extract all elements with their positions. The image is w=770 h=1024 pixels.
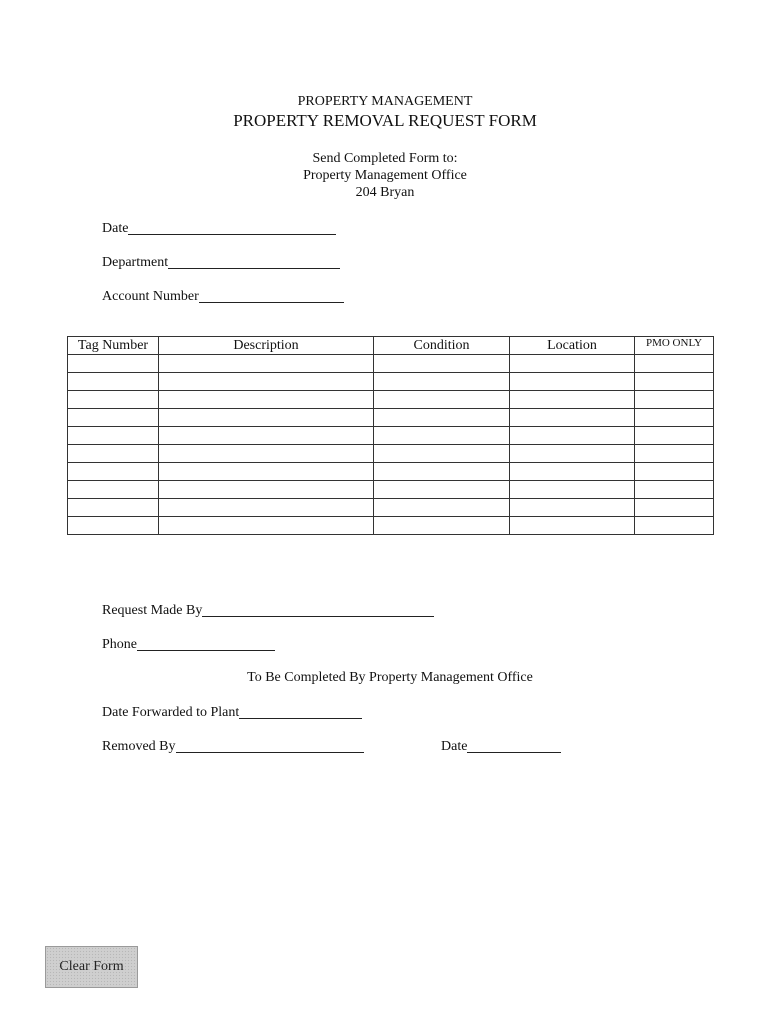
request-made-by-label: Request Made By <box>102 603 203 618</box>
pmo-only-header: PMO ONLY <box>635 337 714 355</box>
date-forwarded-input[interactable] <box>239 704 362 719</box>
table-cell[interactable] <box>159 373 374 391</box>
date-label: Date <box>102 221 129 236</box>
send-to-office: Property Management Office <box>303 168 467 183</box>
table-cell[interactable] <box>374 373 510 391</box>
removal-date-row <box>441 738 561 755</box>
date-input[interactable] <box>128 220 336 235</box>
table-cell[interactable] <box>635 517 714 535</box>
table-cell[interactable] <box>68 409 159 427</box>
office-section-title: To Be Completed By Property Management Office <box>247 670 533 685</box>
department-field-row <box>102 254 340 271</box>
table-cell[interactable] <box>159 409 374 427</box>
table-body <box>68 355 714 535</box>
condition-header: Condition <box>374 337 510 355</box>
table-cell[interactable] <box>510 499 635 517</box>
table-cell[interactable] <box>68 481 159 499</box>
table-cell[interactable] <box>159 481 374 499</box>
table-cell[interactable] <box>374 391 510 409</box>
table-cell[interactable] <box>510 517 635 535</box>
table-cell[interactable] <box>510 409 635 427</box>
removed-by-row <box>102 738 364 755</box>
table-cell[interactable] <box>510 463 635 481</box>
phone-row <box>102 636 275 653</box>
table-cell[interactable] <box>510 373 635 391</box>
table-cell[interactable] <box>510 355 635 373</box>
table-cell[interactable] <box>374 499 510 517</box>
table-row <box>68 517 714 535</box>
organization-name: PROPERTY MANAGEMENT <box>297 94 473 109</box>
table-cell[interactable] <box>374 517 510 535</box>
table-cell[interactable] <box>635 463 714 481</box>
table-cell[interactable] <box>635 391 714 409</box>
phone-input[interactable] <box>137 636 275 651</box>
table-cell[interactable] <box>635 445 714 463</box>
table-cell[interactable] <box>159 445 374 463</box>
table-cell[interactable] <box>68 463 159 481</box>
table-cell[interactable] <box>159 517 374 535</box>
department-input[interactable] <box>168 254 340 269</box>
table-cell[interactable] <box>374 427 510 445</box>
table-row <box>68 445 714 463</box>
table-row <box>68 391 714 409</box>
table-cell[interactable] <box>635 355 714 373</box>
table-row <box>68 355 714 373</box>
table-cell[interactable] <box>510 391 635 409</box>
table-row <box>68 463 714 481</box>
table-cell[interactable] <box>68 499 159 517</box>
request-made-by-row <box>102 602 434 619</box>
table-cell[interactable] <box>68 391 159 409</box>
table-cell[interactable] <box>635 409 714 427</box>
table-cell[interactable] <box>510 427 635 445</box>
table-cell[interactable] <box>510 481 635 499</box>
department-label: Department <box>102 255 169 270</box>
table-row <box>68 409 714 427</box>
removal-date-input[interactable] <box>467 738 561 753</box>
table-cell[interactable] <box>159 355 374 373</box>
table-cell[interactable] <box>159 391 374 409</box>
clear-form-button[interactable]: Clear Form <box>45 946 138 988</box>
send-to-location: 204 Bryan <box>355 185 415 200</box>
table-cell[interactable] <box>68 517 159 535</box>
table-cell[interactable] <box>159 463 374 481</box>
date-forwarded-label: Date Forwarded to Plant <box>102 705 240 720</box>
account-number-input[interactable] <box>199 288 344 303</box>
table-cell[interactable] <box>68 427 159 445</box>
description-header: Description <box>159 337 374 355</box>
table-cell[interactable] <box>635 499 714 517</box>
table-cell[interactable] <box>159 499 374 517</box>
tag-number-header: Tag Number <box>68 337 159 355</box>
date-forwarded-row <box>102 704 362 721</box>
table-cell[interactable] <box>159 427 374 445</box>
table-cell[interactable] <box>635 373 714 391</box>
send-to-instruction: Send Completed Form to: <box>312 151 458 166</box>
form-title: PROPERTY REMOVAL REQUEST FORM <box>233 111 537 130</box>
table-row <box>68 481 714 499</box>
property-table <box>67 336 714 535</box>
table-row <box>68 373 714 391</box>
table-cell[interactable] <box>635 481 714 499</box>
table-row <box>68 427 714 445</box>
table-cell[interactable] <box>68 445 159 463</box>
request-made-by-input[interactable] <box>202 602 434 617</box>
table-cell[interactable] <box>68 373 159 391</box>
table-header-row <box>68 337 714 355</box>
location-header: Location <box>510 337 635 355</box>
date-field-row <box>102 220 336 237</box>
table-cell[interactable] <box>374 355 510 373</box>
table-cell[interactable] <box>374 481 510 499</box>
table-cell[interactable] <box>635 427 714 445</box>
table-cell[interactable] <box>510 445 635 463</box>
table-row <box>68 499 714 517</box>
table-cell[interactable] <box>374 445 510 463</box>
removed-by-label: Removed By <box>102 739 176 754</box>
table-cell[interactable] <box>68 355 159 373</box>
removal-date-label: Date <box>441 739 468 754</box>
phone-label: Phone <box>102 637 137 652</box>
removed-by-input[interactable] <box>176 738 364 753</box>
table-cell[interactable] <box>374 463 510 481</box>
table-cell[interactable] <box>374 409 510 427</box>
account-number-field-row <box>102 288 344 305</box>
account-number-label: Account Number <box>102 289 199 304</box>
